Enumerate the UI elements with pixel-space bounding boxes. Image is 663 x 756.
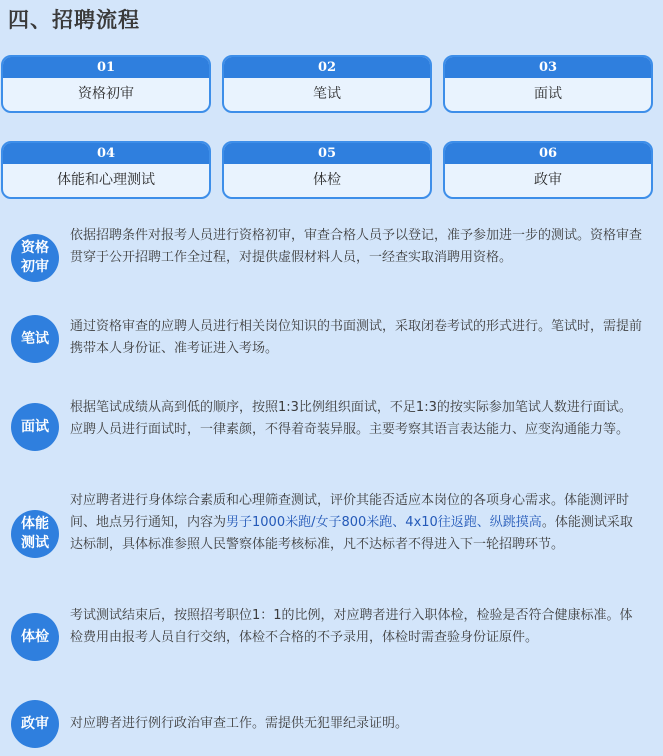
step-badge: 面试 [11, 403, 59, 451]
step-number: 06 [445, 143, 651, 164]
detail-text-part: 对应聘者进行身体综合素质和心理筛查测试，评价其能否适应本岗位的各项身心需求。体能测评时间、地点另行通知，内容为 [70, 493, 630, 530]
detail-text [70, 490, 642, 556]
fitness-items-highlight: 男子1000米跑/女子800米跑、4x10往返跑、纵跳摸高 [226, 515, 542, 530]
step-label: 体检 [313, 172, 341, 188]
detail-text: 根据笔试成绩从高到低的顺序，按照1:3比例组织面试，不足1:3的按实际参加笔试人数进行面试。应聘人员进行面试时，一律素颜，不得着奇装异服。主要考察其语言表达能力、应变沟通能力等。 [70, 400, 632, 437]
detail-text: 通过资格审查的应聘人员进行相关岗位知识的书面测试，采取闭卷考试的形式进行。笔试时，需提前携带本人身份证、准考证进入考场。 [70, 319, 643, 356]
step-label: 政审 [534, 172, 562, 188]
step-badge: 体检 [11, 613, 59, 661]
section-title: 四、招聘流程 [8, 8, 140, 32]
detail-text-part: 。体能测试采取达标制，具体标准参照人民警察体能考核标准，凡不达标者不得进入下一轮招聘环节。 [70, 515, 633, 552]
detail-text: 对应聘者进行例行政治审查工作。需提供无犯罪纪录证明。 [70, 716, 409, 731]
step-card-medical-exam [222, 141, 432, 199]
step-badge: 政审 [11, 700, 59, 748]
step-label: 体能和心理测试 [57, 172, 155, 188]
step-label: 笔试 [313, 86, 341, 102]
step-card-political-review [443, 141, 653, 199]
step-label: 面试 [534, 86, 562, 102]
step-card-fitness-test [1, 141, 211, 199]
step-badge: 笔试 [11, 315, 59, 363]
detail-text: 考试测试结束后，按照招考职位1：1的比例，对应聘者进行入职体检，检验是否符合健康标准。体检费用由报考人员自行交纳，体检不合格的不予录用，体检时需查验身份证原件。 [70, 608, 633, 645]
step-badge: 资格初审 [11, 234, 59, 282]
step-card-interview [443, 55, 653, 113]
step-card-qualification [1, 55, 211, 113]
step-number: 02 [224, 57, 430, 78]
step-number: 04 [3, 143, 209, 164]
step-badge: 体能测试 [11, 510, 59, 558]
step-card-written-exam [222, 55, 432, 113]
step-number: 05 [224, 143, 430, 164]
step-number: 03 [445, 57, 651, 78]
step-label: 资格初审 [78, 86, 134, 102]
step-number: 01 [3, 57, 209, 78]
detail-text: 依据招聘条件对报考人员进行资格初审，审查合格人员予以登记，准予参加进一步的测试。资格审查贯穿于公开招聘工作全过程，对提供虚假材料人员，一经查实取消聘用资格。 [70, 228, 643, 265]
